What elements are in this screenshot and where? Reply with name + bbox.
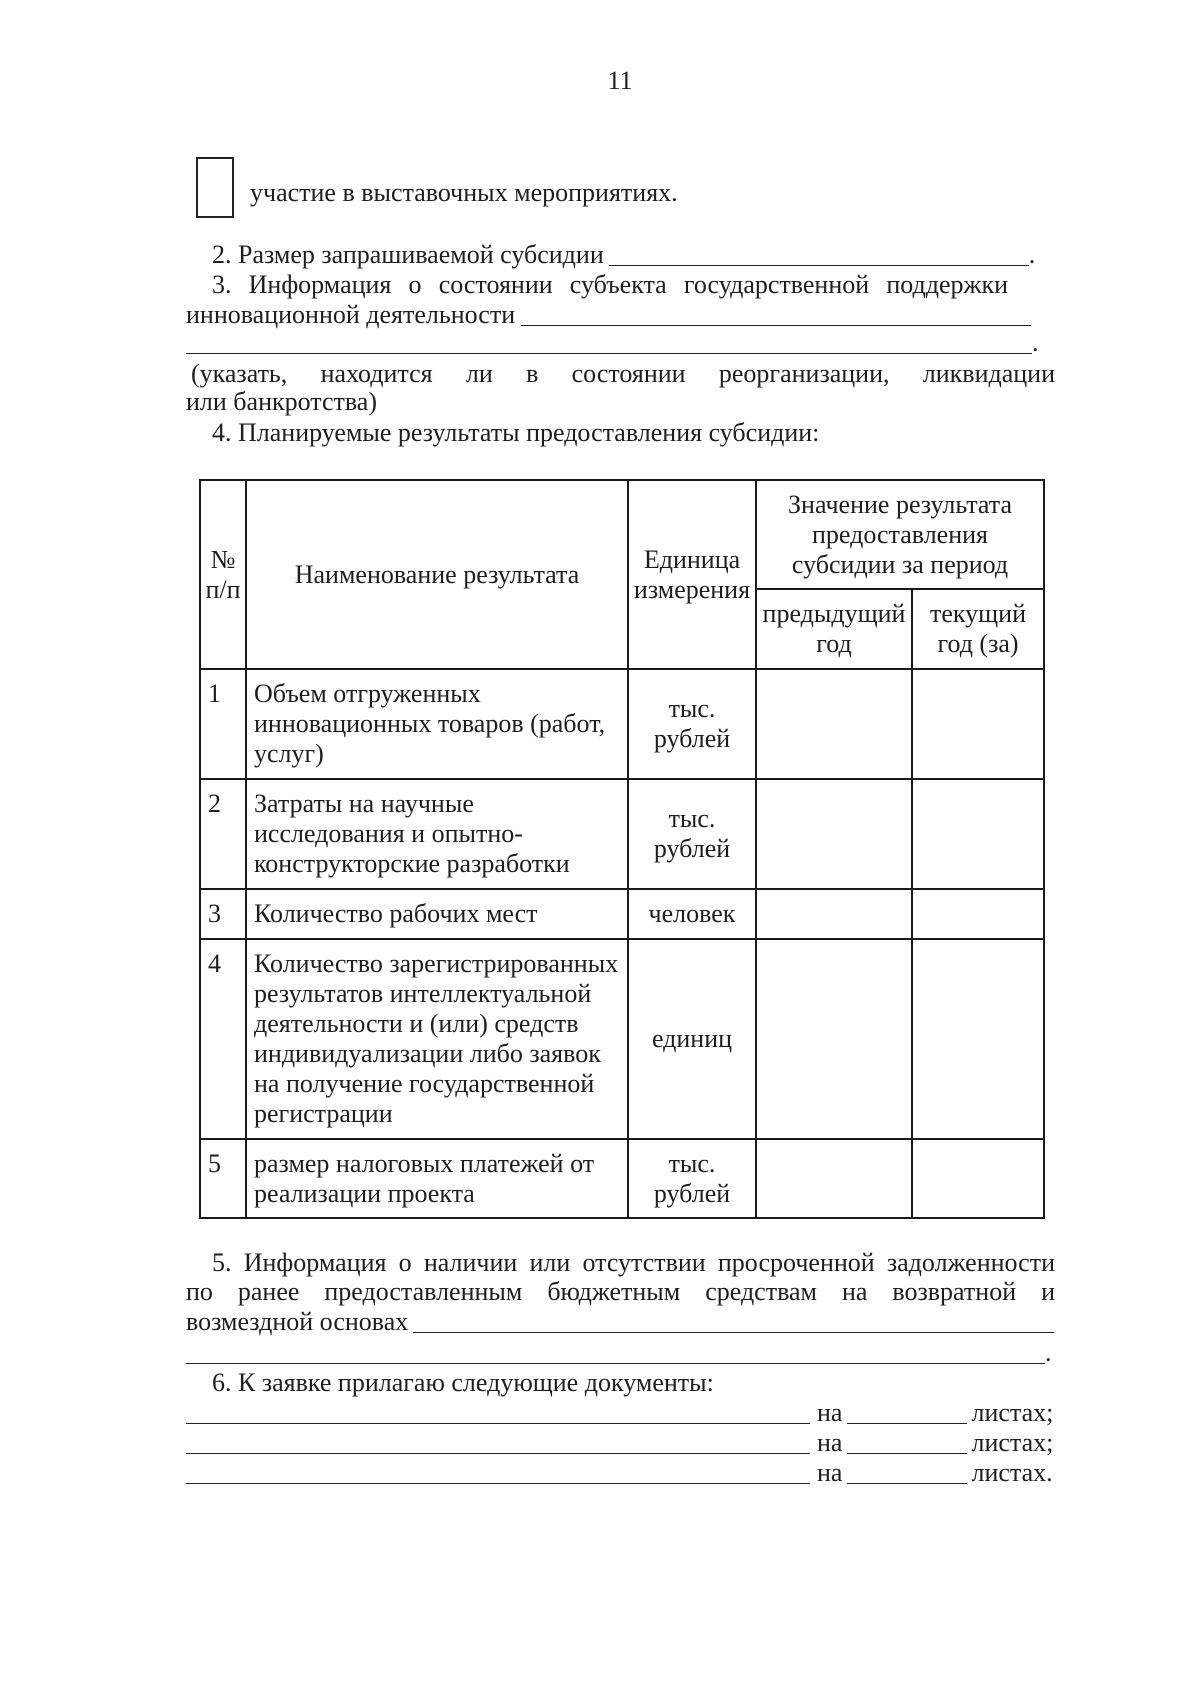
current-year-value-cell bbox=[912, 669, 1044, 779]
attachment-pages-word: листах; bbox=[971, 1398, 1054, 1427]
subsidy-amount-line bbox=[212, 240, 1035, 270]
planned-results-table bbox=[199, 479, 1045, 1219]
result-name: Объем отгруженных инновационных товаров (работ, услуг) bbox=[246, 669, 628, 779]
subsidy-amount-end: . bbox=[1028, 240, 1036, 269]
state-info-hint: (указать, находится ли в состоянии реорганизации, ликвидации bbox=[191, 359, 1055, 388]
previous-year-value-cell bbox=[756, 1139, 912, 1218]
row-number: 3 bbox=[200, 889, 246, 939]
state-info-line bbox=[186, 300, 1031, 330]
overdue-debt-label: возмездной основах bbox=[186, 1307, 409, 1336]
table-header-row bbox=[200, 480, 1044, 589]
attached-documents-heading: 6. К заявке прилагаю следующие документы: bbox=[212, 1368, 714, 1397]
attachment-line bbox=[186, 1398, 1053, 1428]
overdue-debt-text: по ранее предоставленным бюджетным средствам на возвратной и bbox=[186, 1277, 1055, 1306]
previous-year-value-cell bbox=[756, 669, 912, 779]
attachment-line bbox=[186, 1428, 1053, 1458]
row-number: 1 bbox=[200, 669, 246, 779]
subsidy-amount-blank bbox=[609, 265, 1029, 266]
previous-year-value-cell bbox=[756, 889, 912, 939]
current-year-value-cell bbox=[912, 779, 1044, 889]
overdue-debt-line bbox=[186, 1307, 1054, 1337]
result-name: Затраты на научные исследования и опытно- конструкторские разработки bbox=[246, 779, 628, 889]
current-year-value-cell bbox=[912, 1139, 1044, 1218]
page-count-blank bbox=[847, 1453, 967, 1454]
overdue-debt-end: . bbox=[1045, 1338, 1052, 1367]
result-name: Количество зарегистрированных результатов интеллектуальной деятельности и (или) средств индивидуализации либо заявок на получение государственной регистрации bbox=[246, 939, 628, 1139]
attachment-on-word: на bbox=[817, 1458, 843, 1487]
attachment-pages-word: листах; bbox=[971, 1428, 1054, 1457]
result-name: Количество рабочих мест bbox=[246, 889, 628, 939]
page-number: 11 bbox=[607, 66, 633, 95]
previous-year-value-cell bbox=[756, 939, 912, 1139]
header-value-group: Значение результата предоставления субсидии за период bbox=[756, 480, 1044, 589]
current-year-value-cell bbox=[912, 889, 1044, 939]
document-name-blank bbox=[186, 1453, 810, 1454]
state-info-continuation bbox=[186, 328, 1039, 358]
state-info-blank-2 bbox=[186, 353, 1032, 354]
page-count-blank bbox=[847, 1423, 967, 1424]
state-info-hint-2: или банкротства) bbox=[186, 387, 377, 416]
table-row bbox=[200, 1139, 1044, 1218]
state-info-label: инновационной деятельности bbox=[186, 300, 516, 329]
overdue-debt-blank bbox=[413, 1332, 1054, 1333]
overdue-debt-blank-2 bbox=[186, 1363, 1045, 1364]
header-unit: Единица измерения bbox=[628, 480, 756, 669]
result-unit: тыс. рублей bbox=[628, 669, 756, 779]
state-info-heading: 3. Информация о состоянии субъекта государственной поддержки bbox=[212, 270, 1008, 299]
table-row bbox=[200, 889, 1044, 939]
attachment-pages-word: листах. bbox=[971, 1458, 1053, 1487]
subsidy-amount-label: 2. Размер запрашиваемой субсидии bbox=[212, 240, 604, 269]
row-number: 4 bbox=[200, 939, 246, 1139]
attachment-on-word: на bbox=[817, 1428, 843, 1457]
result-name: размер налоговых платежей от реализации проекта bbox=[246, 1139, 628, 1218]
result-unit: человек bbox=[628, 889, 756, 939]
exhibition-checkbox bbox=[196, 157, 234, 218]
page-count-blank bbox=[847, 1483, 967, 1484]
table-row bbox=[200, 779, 1044, 889]
header-number: № п/п bbox=[200, 480, 246, 669]
header-current-year: текущий год (за) bbox=[912, 589, 1044, 669]
previous-year-value-cell bbox=[756, 779, 912, 889]
overdue-debt-continuation bbox=[186, 1338, 1052, 1368]
row-number: 2 bbox=[200, 779, 246, 889]
result-unit: тыс. рублей bbox=[628, 1139, 756, 1218]
attachment-line bbox=[186, 1458, 1053, 1488]
header-result-name: Наименование результата bbox=[246, 480, 628, 669]
result-unit: единиц bbox=[628, 939, 756, 1139]
state-info-end: . bbox=[1032, 328, 1039, 357]
planned-results-heading: 4. Планируемые результаты предоставления субсидии: bbox=[212, 418, 820, 447]
row-number: 5 bbox=[200, 1139, 246, 1218]
table-row bbox=[200, 939, 1044, 1139]
overdue-debt-heading: 5. Информация о наличии или отсутствии просроченной задолженности bbox=[212, 1248, 1055, 1277]
result-unit: тыс. рублей bbox=[628, 779, 756, 889]
document-name-blank bbox=[186, 1423, 810, 1424]
attachment-on-word: на bbox=[817, 1398, 843, 1427]
table-row bbox=[200, 669, 1044, 779]
document-name-blank bbox=[186, 1483, 810, 1484]
header-previous-year: предыдущий год bbox=[756, 589, 912, 669]
state-info-blank bbox=[521, 325, 1031, 326]
exhibition-option-label: участие в выставочных мероприятиях. bbox=[250, 178, 678, 207]
current-year-value-cell bbox=[912, 939, 1044, 1139]
